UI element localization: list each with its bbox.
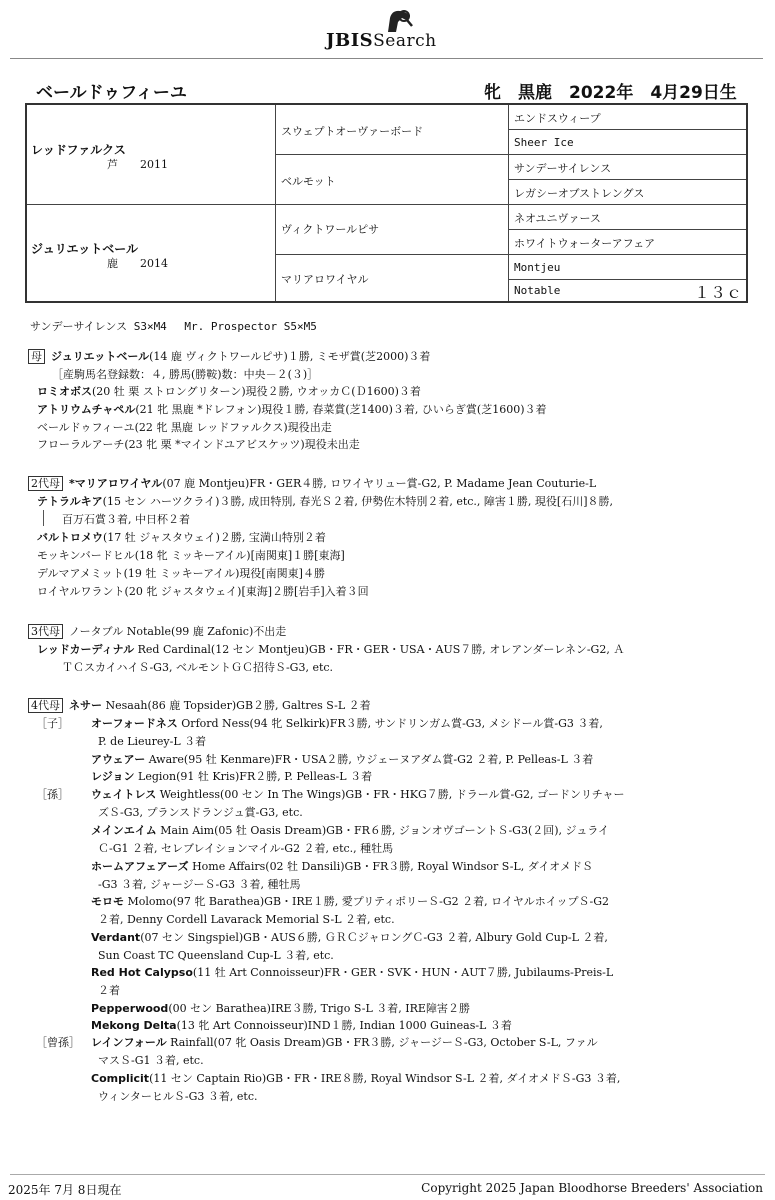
descendant-line-cont: Ｃ-G1 ２着, セレブレイションマイル-G2 ２着, etc., 種牡馬 <box>98 842 394 855</box>
descendant-line <box>91 768 372 784</box>
offspring-link[interactable]: ロミオボス <box>37 385 92 398</box>
descendant-detail: (00 セン Barathea)IRE３勝, Trigo S-L ３着, IRE障害２勝 <box>168 1002 470 1015</box>
descendant-link[interactable]: レジョン <box>91 770 135 783</box>
descendant-detail: (11 牡 Art Connoisseur)FR・GER・SVK・HUN・AUT７勝, Jubilaums-Preis-L <box>192 966 614 979</box>
third-dam-badge: 3代母 <box>28 624 63 639</box>
descendant-detail: (11 セン Captain Rio)GB・FR・IRE８勝, Royal Windsor S-L ２着, ダイオメドＳ-G3 ３着, <box>149 1072 621 1085</box>
offspring-line: ベールドゥフィーユ(22 牝 黒鹿 レッドファルクス)現役出走 <box>37 421 332 434</box>
descendant-line-cont: マスＳ-G1 ３着, etc. <box>98 1054 204 1067</box>
g3-name: ネオユニヴァース <box>514 212 601 225</box>
page-header <box>0 0 775 62</box>
offspring-detail: Red Cardinal(12 セン Montjeu)GB・FR・GER・USA・AUS７勝, オレアンダーレネン-G2, Ａ <box>134 643 625 656</box>
pedigree-table <box>25 103 748 303</box>
family-number: １３ｃ <box>693 283 742 302</box>
offspring-link[interactable]: アトリウムチャペル <box>37 403 136 416</box>
descendant-line <box>91 893 609 909</box>
footer-copyright: Copyright 2025 Japan Bloodhorse Breeders' Association <box>421 1181 763 1195</box>
tag-grandchild: ［孫］ <box>36 788 69 801</box>
dam-stats: ［産駒馬名登録数：４, 勝馬(勝鞍)数：中央－２(３)］ <box>52 368 319 381</box>
descendant-detail: (13 牝 Art Connoisseur)IND１勝, Indian 1000 Guineas-L ３着 <box>176 1019 512 1032</box>
dam-sub: 鹿 2014 <box>107 257 168 270</box>
descendant-link[interactable]: レインフォール <box>91 1036 167 1049</box>
g2-name: ヴィクトワールピサ <box>281 223 380 236</box>
tag-child: ［子］ <box>36 717 69 730</box>
descendant-link[interactable]: Pepperwood <box>91 1002 169 1015</box>
descendant-line-cont: ２着, Denny Cordell Lavarack Memorial S-L ２着, etc. <box>98 913 395 926</box>
descendant-line <box>91 1017 512 1033</box>
descendant-line <box>91 1000 470 1016</box>
sire-sub: 芦 2011 <box>107 158 168 171</box>
fourth-dam-detail: Nesaah(86 鹿 Topsider)GB２勝, Galtres S-L ２着 <box>102 699 371 712</box>
descendant-detail: Rainfall(07 牝 Oasis Dream)GB・FR３勝, ジャージーＳ-G3, October S-L, ファル <box>166 1036 598 1049</box>
descendant-link[interactable]: Red Hot Calypso <box>91 966 193 979</box>
logo-text-search: Search <box>373 31 437 51</box>
offspring-detail: (21 牝 黒鹿 *ドレフォン)現役１勝, 春菜賞(芝1400)３着, ひいらぎ賞(芝1600)３着 <box>135 403 547 416</box>
descendant-line <box>91 929 608 945</box>
pedigree-g3-cell[interactable] <box>509 205 746 230</box>
dam-link[interactable]: ジュリエットベール <box>51 350 150 363</box>
offspring-link[interactable]: バルトロメウ <box>37 531 103 544</box>
pedigree-g3-cell[interactable] <box>509 130 746 155</box>
pedigree-g3-cell[interactable] <box>509 180 746 205</box>
descendant-line-cont: ウィンターヒルＳ-G3 ３着, etc. <box>98 1090 258 1103</box>
descendant-link[interactable]: Verdant <box>91 931 141 944</box>
footer-date: 2025年 7月 8日現在 <box>8 1183 122 1197</box>
descendant-detail: Main Aim(05 牡 Oasis Dream)GB・FR６勝, ジョンオヴゴーントＳ-G3(２回), ジュライ <box>156 824 609 837</box>
descendant-link[interactable]: ホームアフェアーズ <box>91 860 189 873</box>
descendant-line <box>91 715 603 731</box>
offspring-line: ロイヤルワラント(20 牝 ジャスタウェイ)[東海]２勝[岩手]入着３回 <box>37 585 369 598</box>
descendant-line-cont: Sun Coast TC Queensland Cup-L ３着, etc. <box>98 949 334 962</box>
descendant-line <box>91 786 624 802</box>
offspring-line-cont: 百万石賞３着, 中日杯２着 <box>62 513 190 526</box>
g2-name: ベルモット <box>281 175 336 188</box>
third-dam-detail: ノータブル Notable(99 鹿 Zafonic)不出走 <box>69 625 287 638</box>
tag-great-grandchild: ［曾孫］ <box>36 1036 80 1049</box>
offspring-detail: (20 牡 栗 ストロングリターン)現役２勝, ウオッカＣ(Ｄ1600)３着 <box>92 385 421 398</box>
inbreeding-note: サンデーサイレンス S3×M4 Mr. Prospector S5×M5 <box>30 320 317 333</box>
descendant-line <box>91 751 593 767</box>
second-dam-link[interactable]: *マリアロワイヤル <box>69 477 163 490</box>
dam-name: ジュリエットベール <box>31 242 139 256</box>
descendant-link[interactable]: Complicit <box>91 1072 150 1085</box>
g3-name: Sheer Ice <box>514 136 574 149</box>
descendant-link[interactable]: Mekong Delta <box>91 1019 177 1032</box>
pedigree-g2-cell[interactable] <box>276 155 509 205</box>
footer-divider <box>10 1174 765 1175</box>
descendant-detail: Weightless(00 セン In The Wings)GB・FR・HKG７勝, ドラール賞-G2, ゴードンリチャー <box>156 788 625 801</box>
descendant-detail: Home Affairs(02 牡 Dansili)GB・FR３勝, Royal Windsor S-L, ダイオメドＳ <box>188 860 594 873</box>
second-dam-badge: 2代母 <box>28 476 63 491</box>
second-dam-detail: (07 鹿 Montjeu)FR・GER４勝, ロワイヤリュー賞-G2, P. Madame Jean Couturie-L <box>162 477 597 490</box>
g2-name: マリアロワイヤル <box>281 273 369 286</box>
g3-name: Notable <box>514 284 561 297</box>
descendant-detail: Legion(91 牡 Kris)FR２勝, P. Pelleas-L ３着 <box>134 770 373 783</box>
descendant-link[interactable]: ウェイトレス <box>91 788 157 801</box>
sire-name: レッドファルクス <box>31 143 126 157</box>
pedigree-g3-cell[interactable] <box>509 255 746 280</box>
fourth-dam-badge: 4代母 <box>28 698 63 713</box>
tree-connector <box>43 510 44 526</box>
descendant-line <box>91 1034 598 1050</box>
horse-info: 牝 黒鹿 2022年 4月29日生 <box>484 83 737 103</box>
pedigree-g3-cell[interactable] <box>509 230 746 255</box>
pedigree-g2-cell[interactable] <box>276 105 509 155</box>
descendant-detail: Aware(95 牡 Kenmare)FR・USA２勝, ウジェーヌアダム賞-G2 ２着, P. Pelleas-L ３着 <box>145 753 594 766</box>
dam-detail: (14 鹿 ヴィクトワールピサ)１勝, ミモザ賞(芝2000)３着 <box>149 350 431 363</box>
offspring-line: デルマアメミット(19 牡 ミッキーアイル)現役[南関東]４勝 <box>37 567 325 580</box>
pedigree-sire-cell[interactable] <box>27 105 276 205</box>
pedigree-g3-cell[interactable] <box>509 155 746 180</box>
descendant-link[interactable]: メインエイム <box>91 824 157 837</box>
offspring-link[interactable]: テトラルキア <box>37 495 103 508</box>
offspring-detail: (15 セン ハーツクライ)３勝, 成田特別, 春光Ｓ２着, 伊勢佐木特別２着, etc., 障害１勝, 現役[石川]８勝, <box>102 495 613 508</box>
g3-name: レガシーオブストレングス <box>514 187 645 200</box>
jbis-search-logo[interactable] <box>326 8 466 54</box>
descendant-line <box>91 964 613 980</box>
g3-name: エンドスウィープ <box>514 112 601 125</box>
descendant-detail: (07 セン Singspiel)GB・AUS６勝, ＧＲＣジャロングＣ-G3 ２着, Albury Gold Cup-L ２着, <box>140 931 608 944</box>
logo-text-jbis: JBIS <box>326 30 374 51</box>
dam-badge: 母 <box>28 349 45 364</box>
descendant-line <box>91 1070 620 1086</box>
descendant-line <box>91 822 609 838</box>
offspring-line: フローラルアーチ(23 牝 栗 *マインドユアビスケッツ)現役未出走 <box>37 438 360 451</box>
descendant-link[interactable]: オーフォードネス <box>91 717 178 730</box>
fourth-dam-link[interactable]: ネサー <box>69 699 102 712</box>
descendant-line-cont: -G3 ３着, ジャージーＳ-G3 ３着, 種牡馬 <box>98 878 301 891</box>
offspring-detail: (17 牡 ジャスタウェイ)２勝, 宝満山特別２着 <box>103 531 326 544</box>
descendant-line-cont: P. de Lieurey-L ３着 <box>98 735 207 748</box>
g3-name: サンデーサイレンス <box>514 162 612 175</box>
g3-name: ホワイトウォーターアフェア <box>514 237 656 250</box>
horse-name: ベールドゥフィーユ <box>36 83 187 103</box>
descendant-detail: Orford Ness(94 牝 Selkirk)FR３勝, サンドリンガム賞-G3, メシドール賞-G3 ３着, <box>177 717 603 730</box>
pedigree-dam-cell[interactable] <box>27 205 276 301</box>
pedigree-g2-cell[interactable] <box>276 255 509 301</box>
offspring-link[interactable]: レッドカーディナル <box>37 643 135 656</box>
descendant-link[interactable]: モロモ <box>91 895 124 908</box>
g3-name: Montjeu <box>514 261 561 274</box>
pedigree-g3-cell[interactable] <box>509 280 746 301</box>
pedigree-g3-cell[interactable] <box>509 105 746 130</box>
descendant-line-cont: ズＳ-G3, プランスドランジュ賞-G3, etc. <box>98 806 303 819</box>
descendant-link[interactable]: アウェアー <box>91 753 146 766</box>
descendant-line <box>91 858 593 874</box>
descendant-line-cont: ２着 <box>98 984 120 997</box>
offspring-line: モッキンバードヒル(18 牝 ミッキーアイル)[南関東]１勝[東海] <box>37 549 345 562</box>
g2-name: スウェプトオーヴァーボード <box>281 125 424 138</box>
header-divider <box>10 58 763 59</box>
descendant-detail: Molomo(97 牝 Barathea)GB・IRE１勝, 愛プリティポリーＳ-G2 ２着, ロイヤルホイップＳ-G2 <box>124 895 609 908</box>
offspring-line-cont: ＴＣスカイハイＳ-G3, ベルモントＧＣ招待Ｓ-G3, etc. <box>62 661 334 674</box>
pedigree-g2-cell[interactable] <box>276 205 509 255</box>
